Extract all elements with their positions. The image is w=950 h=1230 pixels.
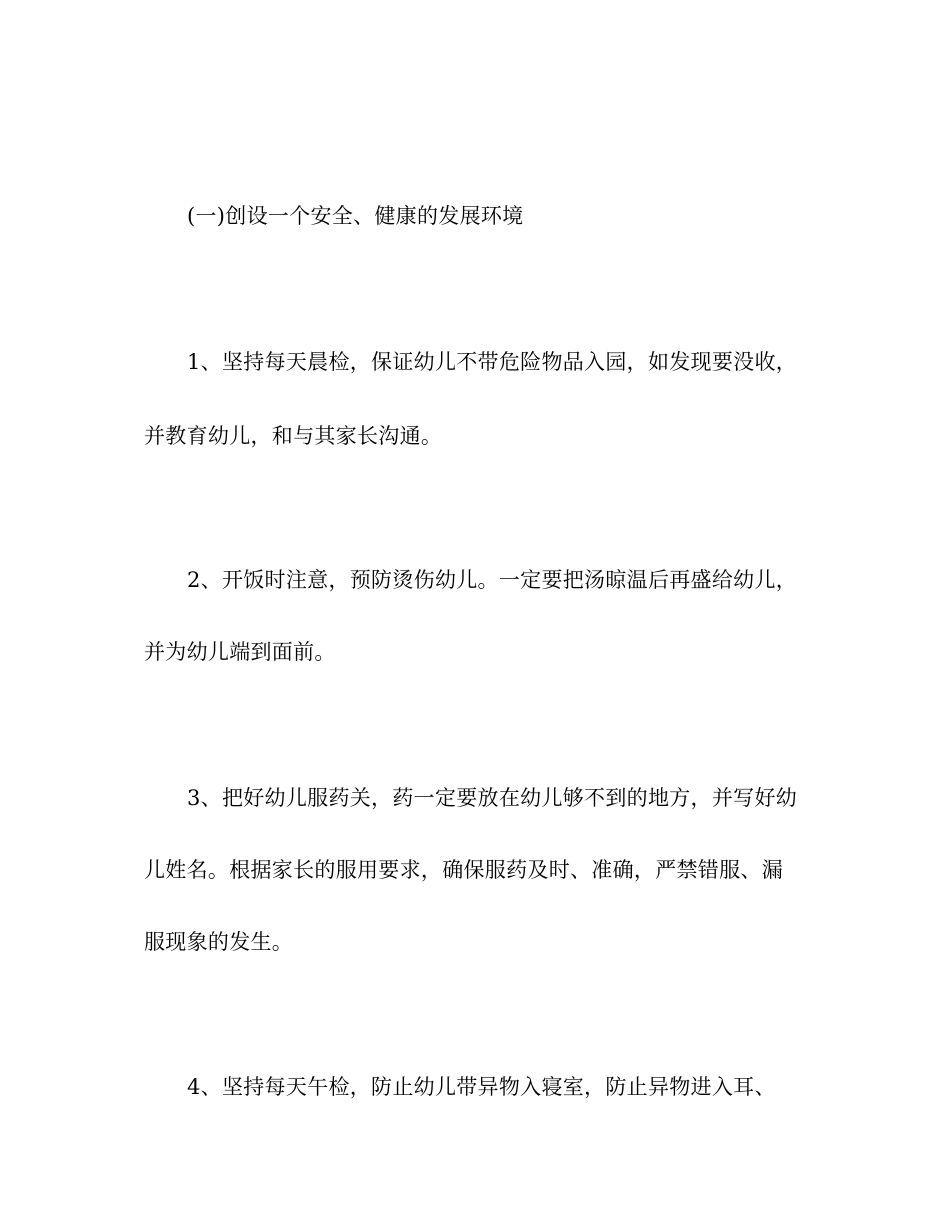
section-heading: (一)创设一个安全、健康的发展环境	[187, 204, 524, 228]
paragraph-4-line-1: 4、坚持每天午检，防止幼儿带异物入寝室，防止异物进入耳、	[187, 1075, 776, 1099]
paragraph-2-line-2: 并为幼儿端到面前。	[144, 640, 336, 664]
paragraph-2-line-1: 2、开饭时注意，预防烫伤幼儿。一定要把汤晾温后再盛给幼儿，	[187, 568, 798, 592]
paragraph-3-line-1: 3、把好幼儿服药关，药一定要放在幼儿够不到的地方，并写好幼	[187, 786, 798, 810]
paragraph-1-line-1: 1、坚持每天晨检，保证幼儿不带危险物品入园，如发现要没收，	[187, 350, 798, 374]
paragraph-3-line-2: 儿姓名。根据家长的服用要求，确保服药及时、准确，严禁错服、漏	[144, 858, 783, 882]
paragraph-1-line-2: 并教育幼儿，和与其家长沟通。	[144, 424, 443, 448]
paragraph-3-line-3: 服现象的发生。	[144, 930, 294, 954]
